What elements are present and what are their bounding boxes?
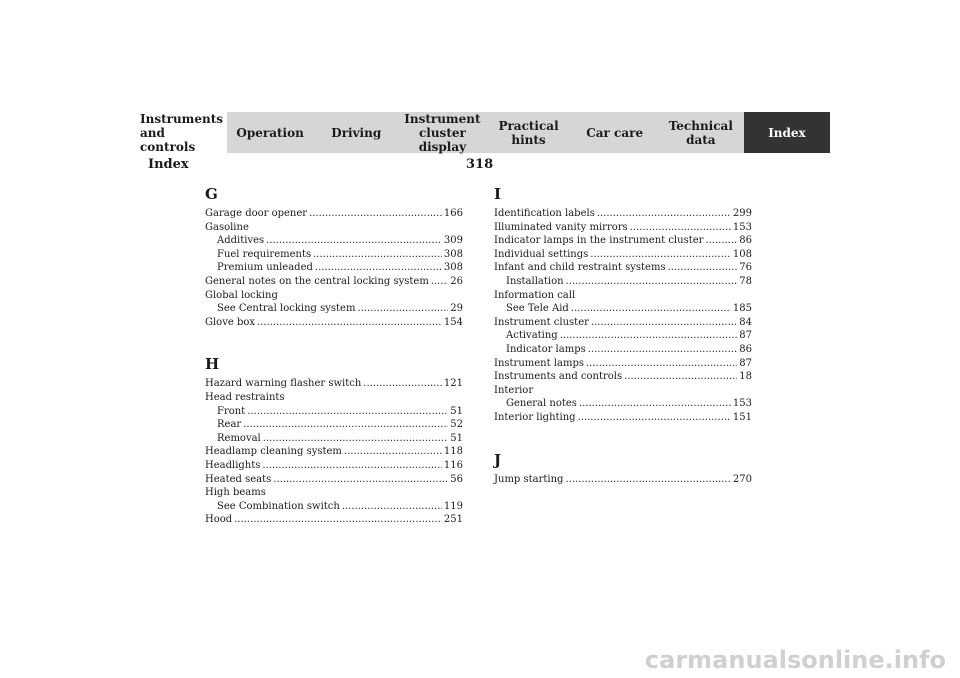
entry-page-number: 56	[450, 473, 463, 485]
entry-page-number: 185	[732, 303, 752, 315]
entry-page-number: 309	[443, 235, 463, 247]
page-number: 318	[466, 157, 494, 172]
entry-page-number: 51	[450, 432, 463, 444]
leader-dots	[315, 261, 442, 275]
leader-dots	[630, 221, 731, 235]
entry-page-number: 86	[739, 343, 752, 355]
leader-dots	[565, 473, 730, 487]
leader-dots	[243, 418, 448, 432]
entry-text: Heated seats	[205, 473, 272, 485]
entry-page-number: 26	[450, 275, 463, 287]
leader-dots	[586, 357, 737, 371]
index-subentry[interactable]	[205, 234, 463, 248]
entry-text: See Central locking system	[217, 303, 356, 315]
entry-page-number: 84	[739, 316, 752, 328]
index-entry[interactable]	[494, 473, 752, 487]
entry-text: Instruments and controls	[494, 371, 623, 383]
entry-page-number: 29	[450, 303, 463, 315]
index-entry[interactable]	[494, 370, 752, 384]
entry-text: Indicator lamps	[506, 343, 586, 355]
entry-text: Premium unleaded	[217, 262, 313, 274]
entry-text: Interior	[494, 384, 534, 396]
index-entry	[205, 289, 463, 303]
entry-page-number: 166	[443, 208, 463, 219]
entry-text: Interior lighting	[494, 411, 576, 423]
entry-page-number: 18	[739, 371, 752, 383]
index-subentry[interactable]	[205, 500, 463, 514]
leader-dots	[309, 207, 442, 221]
leader-dots	[234, 513, 442, 527]
tab-index[interactable]: Index	[744, 112, 830, 153]
index-entry[interactable]	[494, 357, 752, 371]
leader-dots	[597, 207, 731, 221]
index-letter-heading: I	[494, 185, 502, 203]
entry-text: See Tele Aid	[506, 303, 569, 315]
entry-text: Instrument lamps	[494, 357, 584, 369]
leader-dots	[313, 248, 442, 262]
entry-page-number: 52	[450, 419, 463, 431]
index-entry[interactable]	[494, 234, 752, 248]
index-entry[interactable]	[205, 473, 463, 487]
section-gap	[494, 425, 752, 449]
entry-page-number: 121	[443, 378, 463, 390]
entry-page-number: 251	[443, 514, 463, 526]
entry-page-number: 153	[732, 398, 752, 410]
entry-text: Glove box	[205, 316, 256, 328]
entry-text: Fuel requirements	[217, 248, 312, 260]
entry-text: Indicator lamps in the instrument cluster	[494, 235, 704, 247]
leader-dots	[560, 329, 738, 343]
entry-text: Removal	[217, 432, 261, 444]
index-entry	[494, 289, 752, 303]
entry-page-number: 299	[732, 208, 752, 219]
entry-text: Infant and child restraint systems	[494, 262, 666, 274]
leader-dots	[668, 261, 738, 275]
leader-dots	[624, 370, 737, 384]
index-entry[interactable]	[205, 207, 463, 221]
index-subentry[interactable]	[205, 418, 463, 432]
entry-page-number: 151	[732, 411, 752, 423]
index-entry[interactable]	[205, 445, 463, 459]
entry-text: Headlamp cleaning system	[205, 446, 342, 458]
leader-dots	[578, 411, 731, 425]
entry-text: Activating	[506, 330, 558, 342]
entry-text: Global locking	[205, 289, 278, 301]
leader-dots	[357, 302, 448, 316]
index-subentry[interactable]	[205, 432, 463, 446]
index-entry[interactable]	[205, 316, 463, 330]
entry-text: Illuminated vanity mirrors	[494, 221, 628, 233]
index-column-right	[494, 183, 752, 486]
entry-page-number: 108	[732, 248, 752, 260]
entry-page-number: 51	[450, 405, 463, 417]
leader-dots	[705, 234, 737, 248]
index-entry[interactable]	[494, 207, 752, 221]
leader-dots	[247, 405, 448, 419]
tab-technical-data[interactable]: Technical data	[658, 112, 744, 153]
leader-dots	[344, 445, 442, 459]
index-subentry[interactable]	[494, 343, 752, 357]
entry-text: Headlights	[205, 459, 261, 471]
leader-dots	[590, 248, 731, 262]
leader-dots	[266, 234, 442, 248]
entry-text: Information call	[494, 289, 576, 301]
index-entry[interactable]	[205, 275, 463, 289]
entry-text: Garage door opener	[205, 208, 308, 219]
entry-page-number: 118	[443, 446, 463, 458]
index-subentry[interactable]	[205, 405, 463, 419]
entry-text: Identification labels	[494, 208, 595, 219]
index-subentry[interactable]	[205, 248, 463, 262]
entry-page-number: 76	[739, 262, 752, 274]
index-entry[interactable]	[494, 248, 752, 262]
entry-text: General notes on the central locking system	[205, 275, 429, 287]
entry-page-number: 86	[739, 235, 752, 247]
leader-dots	[588, 343, 738, 357]
index-entry[interactable]	[205, 513, 463, 527]
index-entry[interactable]	[494, 221, 752, 235]
index-column-left	[205, 183, 463, 527]
entry-text: Installation	[506, 275, 564, 287]
entry-text: Front	[217, 405, 246, 417]
leader-dots	[257, 316, 442, 330]
index-entry[interactable]	[205, 377, 463, 391]
entry-page-number: 154	[443, 316, 463, 328]
chapter-tabs	[130, 112, 830, 153]
index-subentry[interactable]	[494, 275, 752, 289]
leader-dots	[273, 473, 448, 487]
entry-text: Hood	[205, 514, 233, 526]
leader-dots	[263, 432, 449, 446]
entry-page-number: 153	[732, 221, 752, 233]
entry-page-number: 270	[732, 473, 752, 485]
index-entry[interactable]	[205, 459, 463, 473]
index-subentry[interactable]	[205, 302, 463, 316]
entry-page-number: 78	[739, 275, 752, 287]
entry-page-number: 308	[443, 248, 463, 260]
leader-dots	[262, 459, 442, 473]
index-entry[interactable]	[494, 411, 752, 425]
entry-page-number: 87	[739, 330, 752, 342]
entry-text: See Combination switch	[217, 500, 340, 512]
entry-page-number: 119	[443, 500, 463, 512]
entry-text: Rear	[217, 419, 242, 431]
entry-page-number: 308	[443, 262, 463, 274]
index-subentry[interactable]	[205, 261, 463, 275]
index-entry	[205, 486, 463, 500]
tab-driving[interactable]: Driving	[313, 112, 399, 153]
watermark-text: carmanualsonline.info	[644, 646, 946, 674]
index-entry	[494, 384, 752, 398]
index-entry	[205, 221, 463, 235]
index-letter-heading: J	[494, 450, 502, 469]
leader-dots	[571, 302, 731, 316]
index-entry[interactable]	[494, 261, 752, 275]
leader-dots	[431, 275, 448, 289]
index-subentry[interactable]	[494, 329, 752, 343]
section-gap	[205, 329, 463, 353]
entry-page-number: 116	[443, 459, 463, 471]
section-title: Index	[148, 157, 189, 172]
index-entry	[205, 391, 463, 405]
index-letter-heading: G	[205, 185, 218, 203]
entry-text: General notes	[506, 398, 577, 410]
index-subentry[interactable]	[494, 397, 752, 411]
entry-text: Additives	[217, 235, 265, 247]
entry-page-number: 87	[739, 357, 752, 369]
leader-dots	[579, 397, 731, 411]
tab-operation[interactable]: Operation	[227, 112, 313, 153]
entry-text: Hazard warning flasher switch	[205, 378, 362, 390]
leader-dots	[342, 500, 442, 514]
index-entry[interactable]	[494, 316, 752, 330]
entry-text: Head restraints	[205, 391, 285, 403]
index-subentry[interactable]	[494, 302, 752, 316]
entry-text: Instrument cluster	[494, 316, 589, 328]
leader-dots	[363, 377, 442, 391]
tab-instrument-cluster-display[interactable]: Instrument cluster display	[399, 112, 485, 153]
entry-text: Individual settings	[494, 248, 589, 260]
entry-text: Jump starting	[494, 473, 564, 485]
leader-dots	[591, 316, 737, 330]
leader-dots	[566, 275, 738, 289]
entry-text: High beams	[205, 487, 266, 499]
tab-instruments-and-controls[interactable]: Instruments and controls	[130, 112, 227, 153]
tab-practical-hints[interactable]: Practical hints	[485, 112, 571, 153]
entry-text: Gasoline	[205, 221, 249, 233]
tab-car-care[interactable]: Car care	[572, 112, 658, 153]
index-letter-heading: H	[205, 355, 220, 374]
